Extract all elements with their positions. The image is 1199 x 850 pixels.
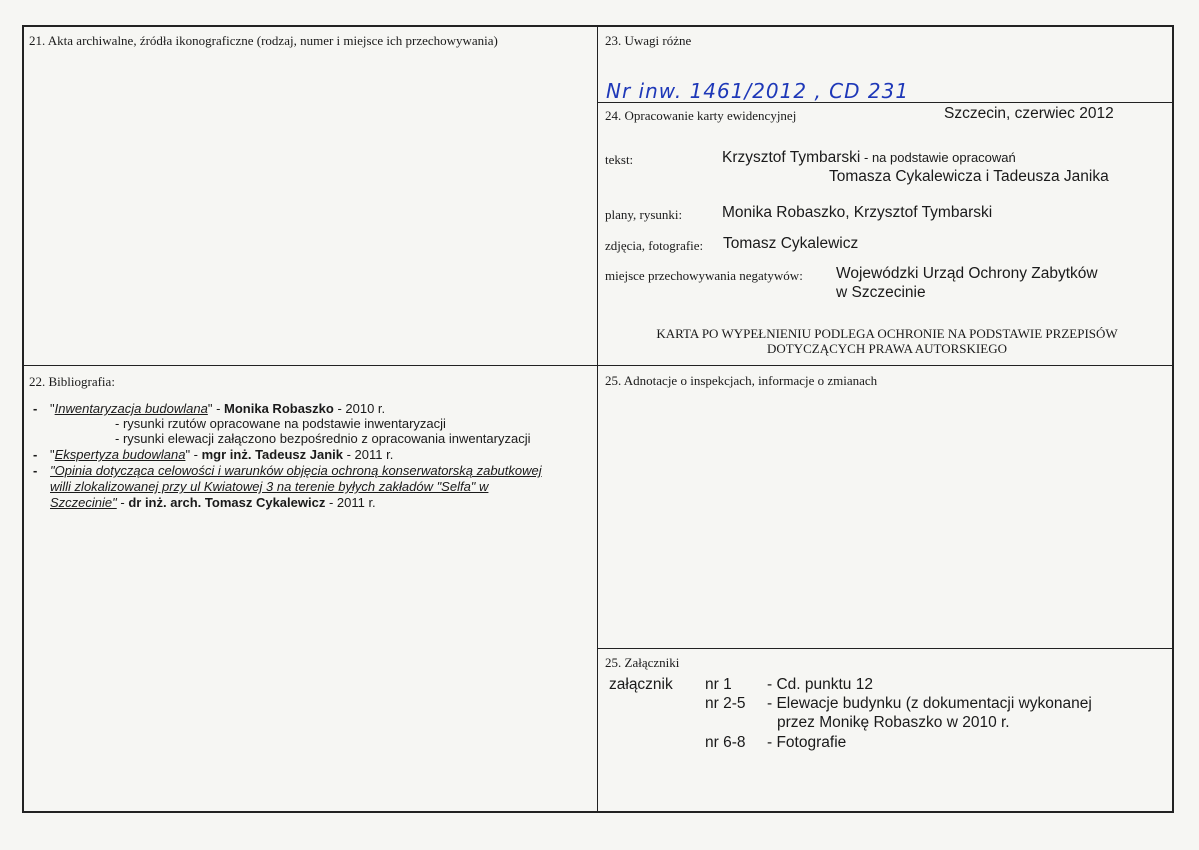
copyright-notice-line-2: DOTYCZĄCYCH PRAWA AUTORSKIEGO	[767, 341, 1007, 356]
row-divider-25-25	[597, 648, 1174, 649]
bullet-dash: -	[33, 447, 38, 462]
photos-value: Tomasz Cykalewicz	[723, 235, 859, 252]
section-22-title: 22. Bibliografia:	[29, 374, 115, 389]
entry-2-author: mgr inż. Tadeusz Janik	[201, 447, 343, 462]
section-23-title: 23. Uwagi różne	[605, 33, 692, 48]
entry-1-note-1: - rysunki rzutów opracowane na podstawie inwentaryzacji	[115, 416, 446, 431]
copyright-notice	[600, 326, 1174, 356]
attachment-desc: - Elewacje budynku (z dokumentacji wykonanej	[767, 695, 1092, 712]
section-24-title: 24. Opracowanie karty ewidencyjnej	[605, 108, 797, 123]
attachment-nr: nr 1	[705, 676, 732, 693]
entry-1-note-2: - rysunki elewacji załączono bezpośrednio z opracowania inwentaryzacji	[115, 431, 531, 446]
quote-open: "	[50, 447, 55, 462]
entry-1-title: Inwentaryzacja budowlana	[54, 401, 208, 416]
text-author: Krzysztof Tymbarski	[722, 149, 861, 166]
entry-3-line-3	[50, 495, 376, 511]
negatives-label: miejsce przechowywania negatywów:	[605, 268, 803, 283]
section-25-attachments-title: 25. Załączniki	[605, 655, 680, 670]
separator: -	[116, 495, 129, 510]
separator: -	[212, 401, 225, 416]
negatives-value-line-1: Wojewódzki Urząd Ochrony Zabytków	[836, 265, 1098, 282]
quote-close: "	[185, 447, 191, 462]
column-divider	[597, 25, 598, 813]
negatives-value-line-2: w Szczecinie	[836, 284, 926, 301]
entry-2-year: - 2011 r.	[342, 447, 394, 462]
plans-value: Monika Robaszko, Krzysztof Tymbarski	[722, 204, 993, 221]
entry-1-year: - 2010 r.	[333, 401, 386, 416]
text-author-line	[722, 149, 1016, 167]
entry-3-author: dr inż. arch. Tomasz Cykalewicz	[128, 495, 326, 510]
attachment-desc-continued: przez Monikę Robaszko w 2010 r.	[777, 714, 1010, 731]
plans-label: plany, rysunki:	[605, 207, 683, 222]
attachment-label: załącznik	[609, 676, 673, 693]
text-label: tekst:	[605, 152, 634, 167]
entry-2-title: Ekspertyza budowlana	[54, 447, 186, 462]
attachment-nr: nr 2-5	[705, 695, 746, 712]
entry-3-title-line-2: willi zlokalizowanej przy ul Kwiatowej 3 na terenie byłych zakładów "Selfa" w	[50, 479, 489, 494]
section-21-title: 21. Akta archiwalne, źródła ikonograficzne (rodzaj, numer i miejsce ich przechowywania)	[29, 33, 498, 48]
section-25-inspections-title: 25. Adnotacje o inspekcjach, informacje o zmianach	[605, 373, 878, 388]
entry-1-author: Monika Robaszko	[224, 401, 334, 416]
copyright-notice-line-1: KARTA PO WYPEŁNIENIU PODLEGA OCHRONIE NA PODSTAWIE PRZEPISÓW	[656, 326, 1118, 341]
entry-3-title-line-3: Szczecinie"	[50, 495, 117, 510]
bibliography-entry-1	[50, 401, 385, 417]
row-divider-main	[22, 365, 1174, 366]
bibliography-entry-2	[50, 447, 393, 463]
quote-close: "	[207, 401, 213, 416]
quote-open: "	[50, 401, 55, 416]
place-date: Szczecin, czerwiec 2012	[944, 105, 1114, 122]
attachment-desc: - Cd. punktu 12	[767, 676, 873, 693]
bullet-dash: -	[33, 401, 38, 416]
text-authors-secondary: Tomasza Cykalewicza i Tadeusza Janika	[829, 168, 1109, 185]
text-basis: - na podstawie opracowań	[860, 150, 1016, 165]
separator: -	[190, 447, 202, 462]
photos-label: zdjęcia, fotografie:	[605, 238, 704, 253]
entry-3-title-line-1: "Opinia dotycząca celowości i warunków objęcia ochroną konserwatorską zabutkowej	[50, 463, 542, 478]
entry-3-year: - 2011 r.	[325, 495, 376, 510]
attachment-desc: - Fotografie	[767, 734, 847, 751]
bullet-dash: -	[33, 463, 38, 478]
attachment-nr: nr 6-8	[705, 734, 746, 751]
handwritten-inventory-number: Nr inw. 1461/2012 , CD 231	[606, 79, 910, 103]
